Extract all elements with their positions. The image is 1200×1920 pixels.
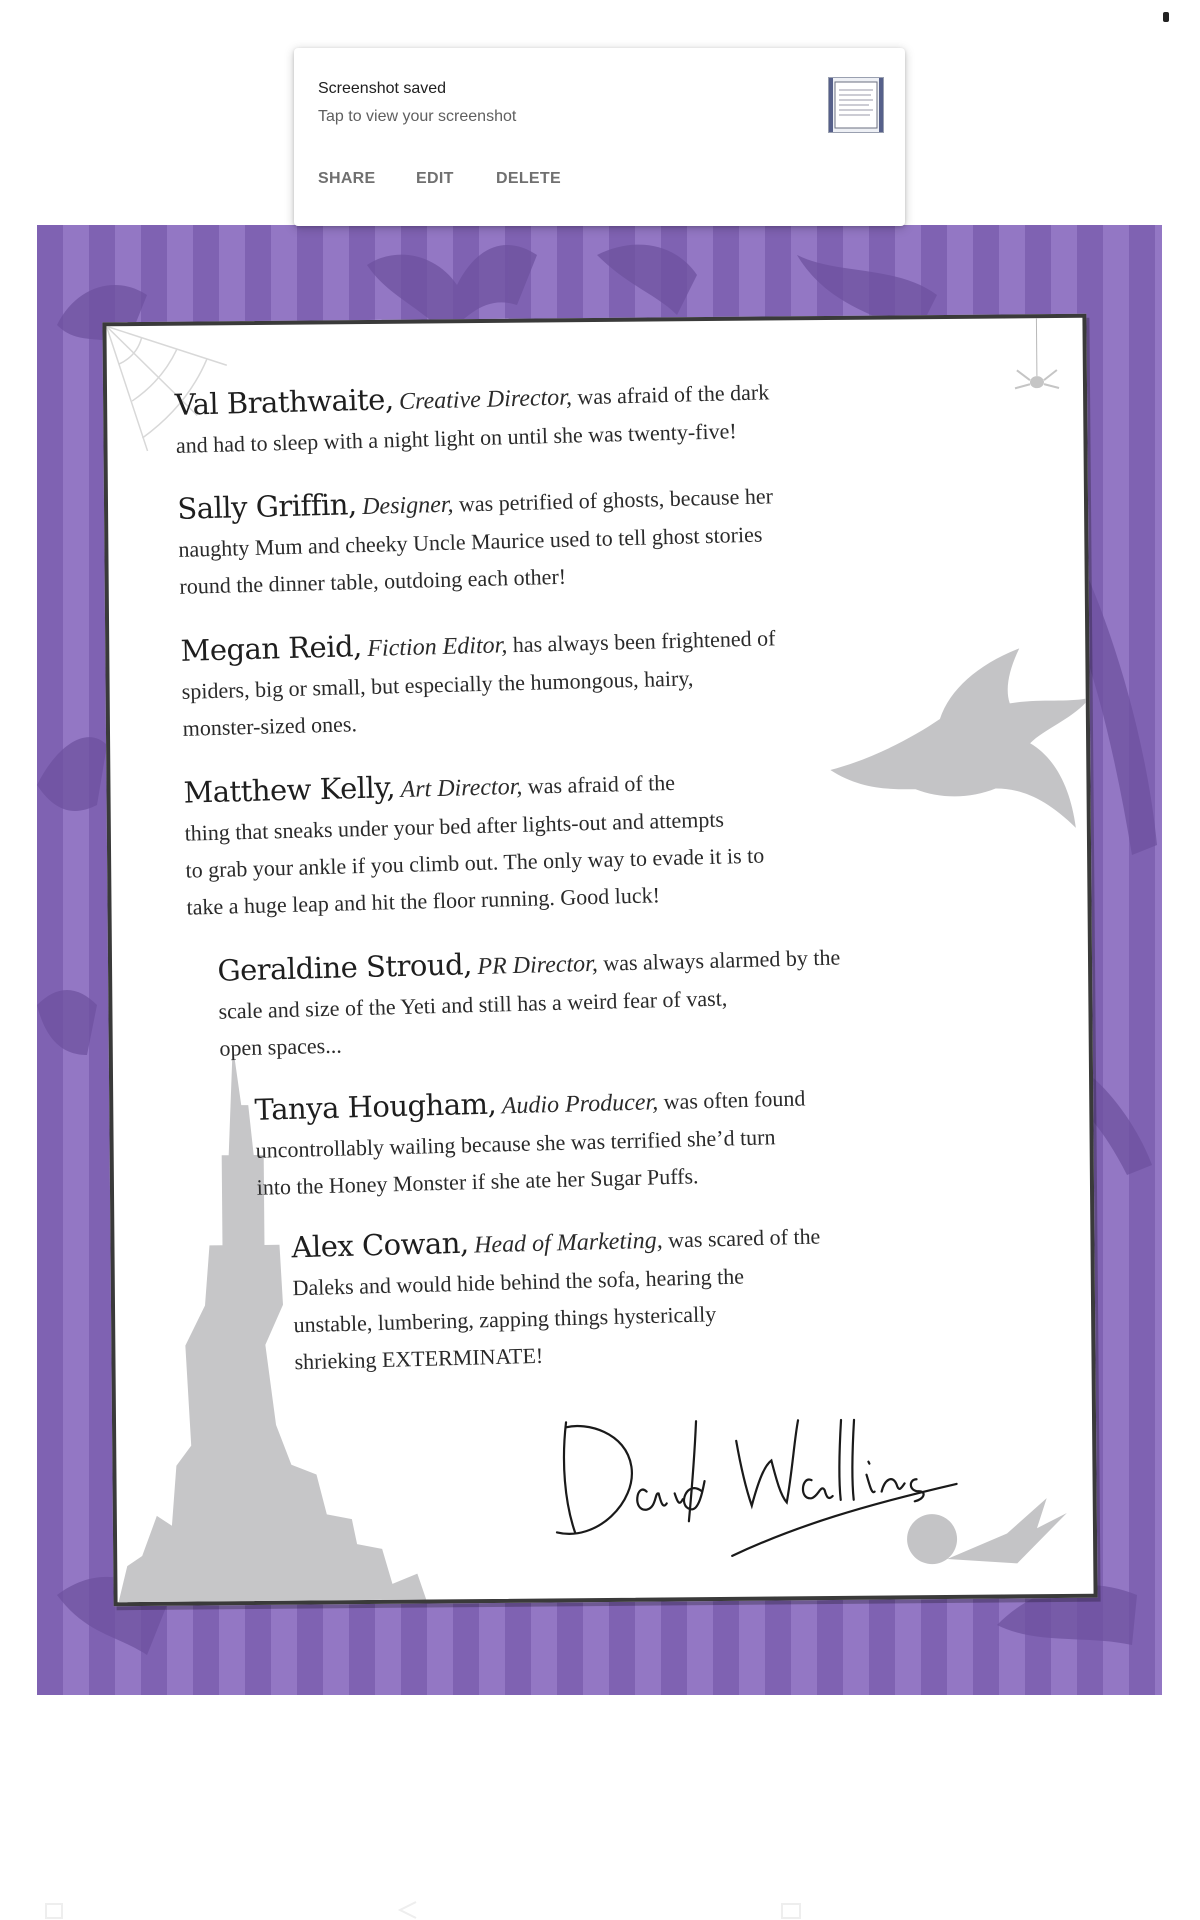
notification-subtitle[interactable]: Tap to view your screenshot xyxy=(318,108,517,125)
entry-matthew-kelly xyxy=(183,760,766,926)
entry-name: Tanya Hougham, xyxy=(254,1086,497,1127)
entry-text: was often found xyxy=(663,1085,806,1115)
entry-role: Head of Marketing, xyxy=(473,1227,664,1259)
screenshot-saved-notification[interactable] xyxy=(294,48,905,226)
share-button[interactable]: SHARE xyxy=(318,170,376,187)
entry-text: thing that sneaks under your bed after lights-out and attempts xyxy=(184,806,725,846)
entry-text: has always been frightened of xyxy=(512,625,776,658)
edit-button[interactable]: EDIT xyxy=(416,170,454,187)
letter-paper xyxy=(102,314,1097,1607)
entry-text: open spaces... xyxy=(219,1032,342,1061)
right-gutter xyxy=(1162,0,1200,1920)
entry-text: to grab your ankle if you climb out. The only way to evade it is to xyxy=(185,842,765,883)
entry-name: Geraldine Stroud, xyxy=(217,947,473,988)
entry-sally-griffin xyxy=(177,475,775,605)
home-icon[interactable] xyxy=(780,1900,804,1920)
entry-role: Audio Producer, xyxy=(501,1089,659,1120)
entry-role: Creative Director, xyxy=(398,384,573,416)
back-icon[interactable] xyxy=(396,1900,420,1920)
entry-text: take a huge leap and hit the floor running. Good luck! xyxy=(186,882,661,920)
entry-role: Fiction Editor, xyxy=(366,632,508,662)
entry-text: was afraid of the dark xyxy=(577,379,770,410)
entry-text: monster-sized ones. xyxy=(182,711,358,741)
spider-graphic xyxy=(1006,318,1067,409)
entry-name: Matthew Kelly, xyxy=(183,770,396,810)
entry-text: unstable, lumbering, zapping things hysterically xyxy=(293,1301,717,1338)
entry-text: scale and size of the Yeti and still has a weird fear of vast, xyxy=(218,985,728,1024)
notification-title: Screenshot saved xyxy=(318,80,447,97)
screenshot-thumbnail[interactable] xyxy=(828,77,884,133)
left-gutter xyxy=(0,0,37,1920)
entry-text: naughty Mum and cheeky Uncle Maurice used to tell ghost stories xyxy=(178,521,763,562)
entry-role: Art Director, xyxy=(400,773,523,804)
battery-icon xyxy=(1163,12,1169,22)
entry-text: into the Honey Monster if she ate her Sugar Puffs. xyxy=(256,1163,699,1200)
thumbnail-preview-icon xyxy=(829,78,883,132)
entry-text: was petrified of ghosts, because her xyxy=(458,483,774,517)
entry-geraldine-stroud xyxy=(217,936,843,1066)
delete-button[interactable]: DELETE xyxy=(496,170,561,187)
entry-text: spiders, big or small, but especially the humongous, hairy, xyxy=(181,665,694,704)
entry-megan-reid xyxy=(180,617,778,747)
signature xyxy=(536,1379,978,1563)
entry-text: was always alarmed by the xyxy=(602,944,841,976)
dragon-silhouette xyxy=(829,648,1091,840)
entry-text: was afraid of the xyxy=(527,769,676,799)
entry-text: uncontrollably wailing because she was terrified she’d turn xyxy=(255,1124,776,1163)
entry-name: Alex Cowan, xyxy=(291,1225,470,1265)
entry-text: round the dinner table, outdoing each other! xyxy=(179,563,567,599)
entry-name: Sally Griffin, xyxy=(176,487,358,526)
entry-val-brathwaite xyxy=(174,371,770,464)
entry-text: Daleks and would hide behind the sofa, hearing the xyxy=(292,1263,745,1301)
entry-tanya-hougham xyxy=(254,1077,808,1205)
entry-name: Val Brathwaite, xyxy=(174,382,394,422)
entry-role: PR Director, xyxy=(477,950,599,980)
entry-text: and had to sleep with a night light on until she was twenty-five! xyxy=(175,418,737,458)
entry-role: Designer, xyxy=(361,491,454,521)
entry-name: Megan Reid, xyxy=(180,629,363,668)
recent-apps-icon[interactable] xyxy=(44,1900,68,1920)
entry-text: was scared of the xyxy=(667,1223,821,1253)
entry-text: shrieking EXTERMINATE! xyxy=(294,1342,544,1375)
entry-alex-cowan xyxy=(291,1215,824,1380)
